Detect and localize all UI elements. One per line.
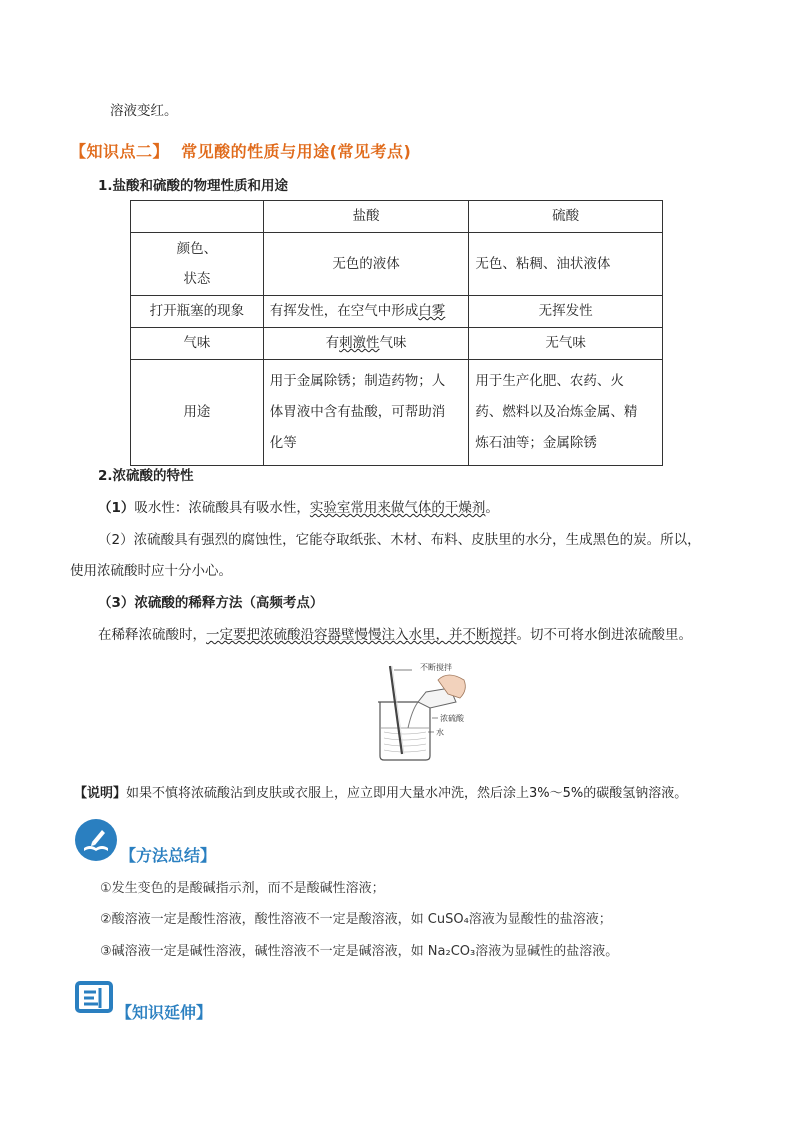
- scroll-icon: [74, 980, 114, 1014]
- table-cell: [469, 360, 663, 466]
- property-3-title: （3）浓硫酸的稀释方法（高频考点）: [98, 595, 324, 611]
- table-cell: [263, 328, 469, 360]
- cell-line: 药、燃料以及冶炼金属、精: [475, 404, 638, 420]
- method-item: ①发生变色的是酸碱指示剂，而不是酸碱性溶液；: [100, 881, 385, 896]
- cell-underlined: 刺激性: [339, 335, 380, 351]
- label-water: 水: [436, 728, 444, 737]
- label-acid: 浓硫酸: [440, 714, 464, 723]
- item-text: 吸水性：浓硫酸具有吸水性，: [134, 500, 310, 516]
- cell-line: 体胃液中含有盐酸，可帮助消: [269, 404, 446, 420]
- table-cell: 无气味: [469, 328, 663, 360]
- kp-title: 常见酸的性质与用途(常见考点): [181, 142, 412, 161]
- method-item: ②酸溶液一定是酸性溶液，酸性溶液不一定是酸溶液，如 CuSO₄溶液为显酸性的盐溶液；: [100, 912, 612, 927]
- row-label: [131, 233, 264, 296]
- row-label-line: 颜色、: [176, 241, 218, 257]
- note-tag: 【说明】: [74, 786, 127, 801]
- table-header-cell: [131, 201, 264, 233]
- knowledge-extension-title: 【知识延伸】: [116, 1003, 213, 1022]
- cell-line: 化等: [269, 435, 297, 451]
- kp-label: 知识点二: [86, 142, 153, 161]
- row-label: 打开瓶塞的现象: [131, 296, 264, 328]
- pen-book-icon: [74, 818, 118, 862]
- continued-text: 溶液变红。: [110, 103, 178, 119]
- table-cell: 无色的液体: [263, 233, 469, 296]
- table-row: [131, 360, 663, 466]
- bracket-close: 】: [152, 142, 170, 161]
- bracket-open: 【: [70, 142, 87, 161]
- cell-text: 有: [325, 335, 340, 351]
- cell-underlined: 白雾: [418, 303, 446, 319]
- property-1: [98, 498, 499, 518]
- table-row: [131, 328, 663, 360]
- table-header-row: [131, 201, 663, 233]
- table-cell: 无挥发性: [469, 296, 663, 328]
- table-cell: 无色、粘稠、油状液体: [469, 233, 663, 296]
- row-label-line: 状态: [183, 271, 211, 287]
- table-header-cell: 盐酸: [263, 201, 469, 233]
- item-text: 。: [485, 500, 499, 516]
- item-text: 在稀释浓硫酸时，: [98, 627, 206, 643]
- subsection-2-title: 2.浓硫酸的特性: [98, 468, 194, 484]
- cell-line: 用于生产化肥、农药、火: [475, 373, 624, 389]
- property-2-line-1: （2）浓硫酸具有强烈的腐蚀性，它能夺取纸张、木材、布料、皮肤里的水分，生成黑色的炭。所以，: [98, 532, 701, 548]
- cell-line: 用于金属除锈；制造药物；人: [269, 373, 446, 389]
- table-row: [131, 233, 663, 296]
- subsection-1-title: 1.盐酸和硫酸的物理性质和用途: [98, 178, 289, 194]
- note-paragraph: [74, 784, 687, 804]
- item-underlined: 一定要把浓硫酸沿容器壁慢慢注入水里，并不断搅拌: [206, 627, 517, 643]
- table-row: [131, 296, 663, 328]
- item-text: 。切不可将水倒进浓硫酸里。: [516, 627, 692, 643]
- item-number: （1）: [98, 500, 135, 516]
- cell-text: 有挥发性，在空气中形成: [269, 303, 419, 319]
- method-item: ③碱溶液一定是碱性溶液，碱性溶液不一定是碱溶液，如 Na₂CO₃溶液为显碱性的盐溶液。: [100, 944, 619, 959]
- beaker-illustration: [368, 658, 478, 762]
- dilution-figure: [368, 658, 478, 762]
- cell-line: 炼石油等；金属除锈: [475, 435, 597, 451]
- method-summary-title: 【方法总结】: [120, 846, 217, 865]
- row-label: 用途: [131, 360, 264, 466]
- item-underlined: 实验室常用来做气体的干燥剂: [309, 500, 486, 516]
- cell-text: 气味: [379, 335, 407, 351]
- row-label: 气味: [131, 328, 264, 360]
- table-cell: [263, 360, 469, 466]
- label-stir: 不断搅拌: [420, 663, 452, 672]
- knowledge-point-heading: [70, 139, 411, 162]
- properties-table: [130, 200, 663, 466]
- table-header-cell: 硫酸: [469, 201, 663, 233]
- table-cell: [263, 296, 469, 328]
- note-text: 如果不慎将浓硫酸沾到皮肤或衣服上，应立即用大量水冲洗，然后涂上3%～5%的碳酸氢钠溶液。: [126, 786, 688, 801]
- dilution-method: [98, 625, 692, 645]
- property-2-line-2: 使用浓硫酸时应十分小心。: [70, 563, 232, 579]
